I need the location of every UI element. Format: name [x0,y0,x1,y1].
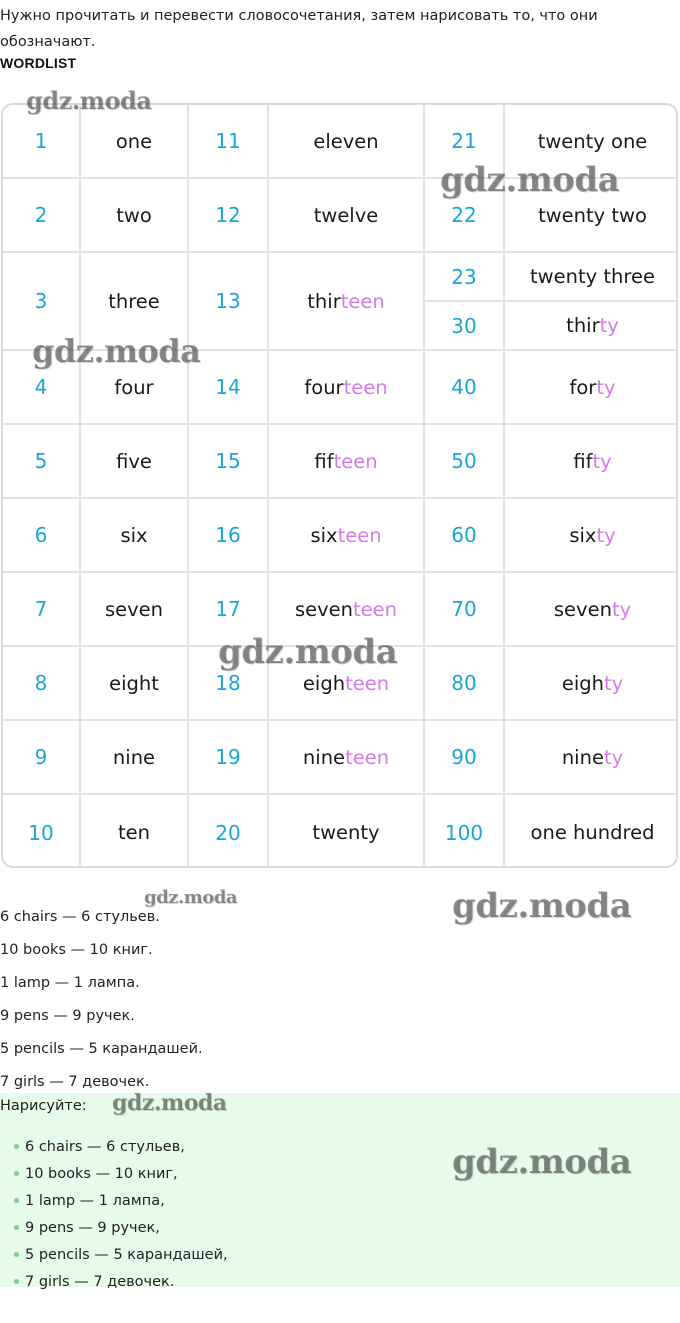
word-stem: twelve [313,203,379,227]
word-suffix: ty [596,375,616,399]
word-cell [505,302,678,351]
word-stem: two [116,203,152,227]
word-cell [505,425,678,499]
number-cell: 40 [425,351,505,425]
word-cell [269,105,425,179]
word-suffix: ty [603,745,624,769]
phrase-list [0,905,203,1103]
list-item [14,1187,228,1214]
word-stem: twenty one [537,129,648,153]
word-stem: twenty [312,821,380,844]
number-cell: 17 [189,573,269,647]
word-stem: nine [112,745,156,769]
word-cell [81,721,189,795]
word-stem: eigh [302,671,346,695]
word-suffix: teen [353,597,398,621]
watermark: gdz.moda [440,160,620,200]
word-cell [269,253,425,351]
list-item [14,1214,228,1241]
word-cell [505,253,678,302]
number-cell: 16 [189,499,269,573]
number-cell: 18 [189,647,269,721]
word-stem: three [108,289,160,313]
task-instructions: Нужно прочитать и перевести словосочетания, затем нарисовать то, что они обозначают. [0,8,598,50]
number-cell: 1 [3,105,81,179]
word-stem: twenty three [530,265,655,288]
number-cell: 14 [189,351,269,425]
number-cell: 15 [189,425,269,499]
number-cell: 3 [3,253,81,351]
number-cell: 100 [425,795,505,868]
word-stem: eleven [313,129,379,153]
word-cell [505,351,678,425]
word-cell [505,647,678,721]
list-item-text: 5 pencils — 5 карандашей, [25,1246,228,1263]
phrase-line: 6 chairs — 6 стульев. [0,909,160,925]
number-cell: 50 [425,425,505,499]
number-cell: 5 [3,425,81,499]
wordlist-table [1,103,678,868]
list-item [14,1268,228,1295]
word-stem: nine [302,745,346,769]
number-cell: 4 [3,351,81,425]
word-cell [81,425,189,499]
number-cell: 19 [189,721,269,795]
word-stem: one hundred [530,821,655,844]
phrase-line: 10 books — 10 книг. [0,942,153,958]
word-stem: seven [104,597,164,621]
word-cell [269,351,425,425]
watermark: gdz.moda [218,632,398,672]
list-item-text: 6 chairs — 6 стульев, [25,1138,185,1155]
number-cell: 7 [3,573,81,647]
number-cell: 70 [425,573,505,647]
word-stem: fif [314,449,334,473]
word-stem: one [115,129,153,153]
word-cell [269,179,425,253]
word-stem: four [304,375,344,399]
word-stem: six [120,523,148,547]
number-cell: 6 [3,499,81,573]
bullet-icon [14,1144,19,1149]
number-cell: 13 [189,253,269,351]
word-stem: eight [109,671,159,695]
list-item-text: 7 girls — 7 девочек. [25,1273,175,1290]
word-cell [81,795,189,868]
number-cell: 22 [425,179,505,253]
number-cell: 9 [3,721,81,795]
number-cell: 30 [425,302,505,351]
phrase-line: 1 lamp — 1 лампа. [0,975,140,991]
word-stem: thir [566,314,600,337]
draw-task-title: Нарисуйте: [0,1098,87,1114]
number-cell: 90 [425,721,505,795]
word-stem: for [569,375,597,399]
watermark: gdz.moda [32,332,201,370]
word-suffix: teen [345,671,390,695]
word-suffix: ty [596,523,616,547]
word-stem: nine [561,745,604,769]
word-suffix: ty [611,597,632,621]
word-stem: fif [573,449,593,473]
word-cell [269,425,425,499]
word-suffix: teen [337,523,382,547]
number-cell: 20 [189,795,269,868]
draw-task-list [14,1133,228,1295]
word-stem: four [114,375,154,399]
word-stem: twenty two [538,203,647,227]
list-item-text: 9 pens — 9 ручек, [25,1219,160,1236]
number-cell: 2 [3,179,81,253]
bullet-icon [14,1279,19,1284]
watermark: gdz.moda [452,1142,632,1182]
phrase-line: 5 pencils — 5 карандашей. [0,1041,203,1057]
word-stem: ten [117,821,150,844]
word-cell [269,795,425,868]
watermark: gdz.moda [112,1090,227,1116]
word-suffix: teen [343,375,388,399]
word-stem: seven [553,597,612,621]
number-cell: 21 [425,105,505,179]
number-cell: 12 [189,179,269,253]
word-suffix: ty [603,671,624,695]
watermark: gdz.moda [26,86,152,115]
list-item [14,1133,228,1160]
bullet-icon [14,1171,19,1176]
word-stem: six [310,523,338,547]
number-cell: 23 [425,253,505,302]
word-stem: five [116,449,152,473]
phrase-line: 7 girls — 7 девочек. [0,1074,150,1090]
bullet-icon [14,1198,19,1203]
word-stem: six [569,523,597,547]
word-suffix: ty [599,314,619,337]
word-cell [81,647,189,721]
number-cell: 10 [3,795,81,868]
watermark: gdz.moda [452,886,632,926]
number-cell: 80 [425,647,505,721]
list-item [14,1241,228,1268]
word-cell [269,499,425,573]
word-suffix: teen [340,289,385,313]
word-suffix: teen [345,745,390,769]
list-item-text: 1 lamp — 1 лампа, [25,1192,165,1209]
word-suffix: ty [592,449,612,473]
word-cell [81,573,189,647]
list-item-text: 10 books — 10 книг, [25,1165,178,1182]
number-cell: 11 [189,105,269,179]
word-cell [269,721,425,795]
word-cell [81,179,189,253]
word-suffix: teen [333,449,378,473]
number-cell: 8 [3,647,81,721]
wordlist-heading: WORDLIST [0,55,77,71]
draw-task-block [0,1093,680,1290]
list-item [14,1160,228,1187]
word-cell [505,721,678,795]
word-stem: thir [307,289,341,313]
number-cell: 60 [425,499,505,573]
word-stem: seven [294,597,354,621]
word-cell [81,105,189,179]
word-cell [505,499,678,573]
word-stem: eigh [561,671,604,695]
word-cell [505,573,678,647]
word-cell [505,795,678,868]
phrase-line: 9 pens — 9 ручек. [0,1008,135,1024]
watermark: gdz.moda [144,887,237,908]
bullet-icon [14,1225,19,1230]
bullet-icon [14,1252,19,1257]
word-cell [81,499,189,573]
